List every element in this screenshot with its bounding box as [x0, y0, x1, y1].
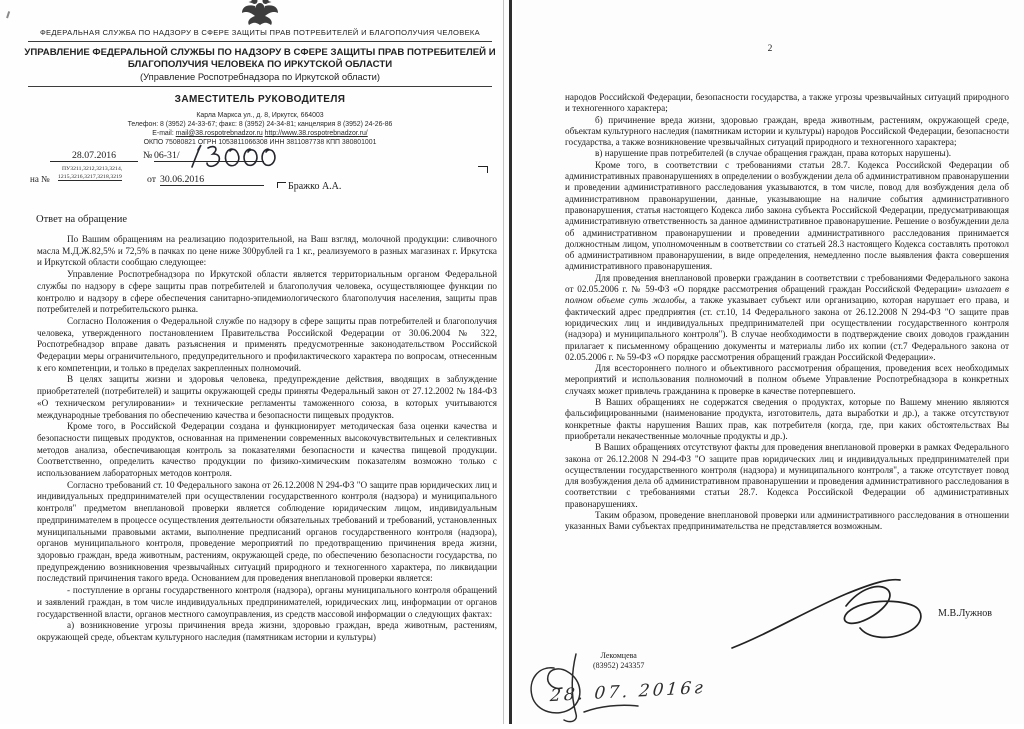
- divider: [28, 86, 492, 87]
- federal-service-name: ФЕДЕРАЛЬНАЯ СЛУЖБА ПО НАДЗОРУ В СФЕРЕ ЗАЩИТЫ ПРАВ ПОТРЕБИТЕЛЕЙ И БЛАГОПОЛУЧИЯ ЧЕЛОВЕКА: [39, 28, 481, 37]
- addressee-name: Бражко А.А.: [288, 181, 342, 192]
- paragraph: - поступление в органы государственного контроля (надзора), органы муниципального контроля обращений и заявлений граждан, в том числе индивидуальных предпринимателей, юридических лиц, информации от органов государственной власти, органов местного самоуправления, из средств массовой информации о следующих фактах:: [37, 585, 497, 619]
- page1-body: [37, 234, 497, 644]
- page-edge-line: [503, 0, 504, 724]
- handwritten-number: [186, 140, 278, 177]
- incoming-ref-line1: ПУ3211,3212,3213,3214,: [62, 166, 123, 172]
- paragraph: Кроме того, в Российской Федерации создана и функционирует методическая база оценки качества и безопасности пищевых продуктов, основанная на применении современных высокочувствительных и селективных методов анализа, обеспечивающая контроль за показателями безопасности и качества пищевой продукции. Соответственно, определить качество продукции по физико-химическим показателям возможно только с использованием лабораторных методов контроля.: [37, 421, 497, 479]
- postal-address: Карла Маркса ул., д. 8, Иркутск, 664003: [196, 112, 324, 119]
- email-line: [22, 129, 498, 138]
- paragraph: Согласно требований ст. 10 Федерального закона от 26.12.2008 N 294-ФЗ "О защите прав юридических лиц и индивидуальных предпринимателей при осуществлении государственного контроля (надзора) и муниципального контроля" предметом внеплановой проверки является соблюдение юридическим лицом, индивидуальным предпринимателем в процессе осуществления деятельности обязательных требований и требований, установленных муниципальными правовыми актами, выполнение предписаний органов государственного контроля (надзора), органов муниципального контроля, проведение мероприятий по предотвращению причинения вреда жизни, здоровью граждан, вреда животным, растениям, окружающей среде, по обеспечению безопасности государства, по предупреждению возникновения чрезвычайных ситуаций природного и техногенного характера, по ликвидации последствий причинения такого вреда. Основанием для проведения внеплановой проверки является:: [37, 479, 497, 584]
- divider: [28, 41, 492, 42]
- paragraph: По Вашим обращениям на реализацию подозрительной, на Ваш взгляд, молочной продукции: сливочного масла М.Д.Ж.82,5% и 72,5% в пачках по цене ниже 300рублей га 1 кг., реализуемого в разных магазинах г. Иркутска и Иркутской области сообщаю следующее:: [37, 234, 497, 268]
- website-url: http://www.38.rospotrebnadzor.ru/: [264, 130, 368, 137]
- page-number: 2: [767, 44, 773, 54]
- requisites-block: [0, 148, 510, 220]
- paragraph-with-italic: [565, 273, 1009, 363]
- paragraph: а) возникновение угрозы причинения вреда жизни, здоровью граждан, вреда животным, растениям, окружающей среде, объектам культурного наследия (памятникам истории и культуры): [37, 620, 497, 642]
- subject-line: Ответ на обращение: [36, 214, 127, 225]
- letterhead: [22, 0, 498, 147]
- from-label: от: [147, 174, 157, 185]
- email-address: mail@38.rospotrebnadzor.ru: [175, 130, 263, 137]
- paragraph: Для всестороннего полного и объективного рассмотрения обращения, проведения всех необходимых мероприятий и использования полномочий в полном объеме Управление Роспотребнадзора в конкретных случаях может привлечь гражданина к проверке в качестве потерпевшего.: [565, 363, 1009, 396]
- page-2: [516, 0, 1024, 724]
- paragraph: Таким образом, проведение внеплановой проверки или административного расследования в отношении указанных Вами субъектах предпринимательства не представляется возможным.: [565, 509, 1009, 532]
- incoming-ref-label: на №: [30, 174, 50, 184]
- registration-codes: ОКПО 75080821 ОГРН 1053811066308 ИНН 3811087738 КПП 380801001: [143, 139, 377, 146]
- department-short-name: (Управление Роспотребнадзора по Иркутской области): [139, 71, 381, 82]
- paragraph: В целях защиты жизни и здоровья человека, предупреждение действия, вводящих в заблуждение приобретателей (потребителей) и защиты окружающей среды приняты Федеральный закон от 27.12.2002 № 184-ФЗ «О техническом регулировании» и технические регламенты таможенного союза, в которых учитываются международные требования по обеспечению качества и безопасности пищевых продуктов.: [37, 374, 497, 420]
- page-1: [0, 0, 510, 724]
- addressee-corner-mark: [277, 182, 286, 188]
- paragraph: В Ваших обращениях не содержатся сведения о продуктах, которые по Вашему мнению являются фальсифицированными (наименование продукта, изготовитель, дата выработки и др.), а также отсутствуют конкретные факты нарушения Ваших прав, как потребителя (когда, где, при каких обстоятельствах Вы приобретали некачественные молочные продукты и др.).: [565, 397, 1009, 441]
- paragraph: народов Российской Федерации, безопасности государства, а также угрозы чрезвычайных ситуаций природного и техногенного характера;: [565, 92, 1009, 114]
- paragraph: В Ваших обращениях отсутствуют факты для проведения внеплановой проверки в рамках Федерального закона от 26.12.2008 N 294-ФЗ "О защите прав юридических лиц и индивидуальных предпринимателей при осуществлении государственного контроля (надзора) и муниципального контроля", а также отсутствует повод для возбуждения дела об административном правонарушении и проведения административного расследования в соответствии с требованиями статьи 28.7. Кодекса Российской Федерации об административных правонарушениях.: [565, 442, 1009, 509]
- outgoing-number: 06-31/: [154, 150, 264, 162]
- number-label: №: [143, 150, 153, 161]
- signature-flourish: [728, 576, 943, 659]
- paragraph-group-bottom: [565, 363, 1009, 532]
- right-corner-mark: [478, 166, 488, 173]
- paragraph-text: Для проведения внеплановой проверки гражданин в соответствии с требованиями Федерального закона от 02.05.2006 г. № 59-ФЗ «О порядке рассмотрения обращений граждан Российской Федерации»: [565, 272, 1009, 295]
- scan-artifact: [6, 11, 15, 20]
- position-title: ЗАМЕСТИТЕЛЬ РУКОВОДИТЕЛЯ: [174, 94, 346, 105]
- page2-body: [565, 92, 1009, 533]
- executor-name: Лекомцева: [600, 651, 637, 660]
- department-name: УПРАВЛЕНИЕ ФЕДЕРАЛЬНОЙ СЛУЖБЫ ПО НАДЗОРУ В СФЕРЕ ЗАЩИТЫ ПРАВ ПОТРЕБИТЕЛЕЙ И БЛАГОПОЛУЧИЯ ЧЕЛОВЕКА ПО ИРКУТСКОЙ ОБЛАСТИ: [24, 47, 496, 70]
- paragraph-text: а также указывает субъект или организацию, которая нарушает его права, и фактический адрес предприятия (ст. ст.10, 14 Федерального закона от 26.12.2008 N 294-ФЗ "О защите прав юридических лиц и индивидуальных предпринимателей при осуществлении государственного контроля (надзора) и муниципального контроля"). В случае необходимости в подтверждение своих доводов гражданин прилагает к письменному обращению документы и материалы либо их копии (ст.7 Федерального закона от 02.05.2006 г. № 59-ФЗ «О порядке рассмотрения обращений граждан Российской Федерации».: [565, 295, 1009, 362]
- italic-quote: излагает в полном объеме суть жалобы,: [565, 284, 1010, 306]
- phone-line: Телефон: 8 (3952) 24-33-67; факс: 8 (3952) 24-34-81; канцелярия 8 (3952) 24-26-86: [127, 121, 393, 128]
- signer-name: М.В.Лужнов: [938, 608, 992, 619]
- paragraph: Кроме того, в соответствии с требованиями статьи 28.7. Кодекса Российской Федерации об административных правонарушениях в определении о возбуждении дела об административном правонарушении и проведении административного расследования указываются, в том числе, повод для возбуждения дела об административном правонарушении, данные, указывающие на наличие события административного правонарушения, статья настоящего Кодекса либо закона субъекта Российской Федерации, предусматривающая административную ответственность за данное административное правонарушение. Решение о возбуждении дела об административном правонарушении и проведении административного расследования принимается должностным лицом, уполномоченным в соответствии со статьей 28.3 настоящего Кодекса составлять протокол об административном правонарушении, в виде определения, немедленно после выявления факта совершения административного правонарушения.: [565, 159, 1009, 272]
- executor-phone: (83952) 243357: [593, 661, 645, 670]
- outgoing-date: 28.07.2016: [50, 150, 138, 162]
- incoming-ref-line2: 1215,3216,3217,3218,3219: [58, 174, 122, 180]
- paragraph: Согласно Положения о Федеральной службе по надзору в сфере защиты прав потребителей и благополучия человека, утвержденного постановлением Правительства Российской Федерации от 30.06.2004 № 322, Роспотребнадзор вправе давать разъяснения и применять предусмотренные законодательством Российской Федерации меры ограничительного, предупредительного и профилактического характера по вопросам, отнесенным к его компетенции, и только в пределах закрепленных полномочий.: [37, 315, 497, 373]
- email-label: E-mail:: [152, 130, 174, 137]
- handwritten-date: 28. 07. 2016г: [549, 677, 707, 707]
- coat-of-arms-icon: [22, 0, 498, 26]
- incoming-date: 30.06.2016: [160, 174, 264, 186]
- paragraph-group-top: [565, 92, 1009, 273]
- paragraph: Управление Роспотребнадзора по Иркутской области является территориальным органом Федеральной службы по надзору в сфере защиты прав потребителей и благополучия человека, осуществляющее функции по контролю и надзору в сфере обеспечения санитарно-эпидемиологического благополучия населения, защиты прав потребителей и потребительского рынка.: [37, 269, 497, 315]
- spine-line: [509, 0, 512, 724]
- paragraph: в) нарушение прав потребителей (в случае обращения граждан, права которых нарушены).: [595, 148, 952, 159]
- paragraph: б) причинение вреда жизни, здоровью граждан, вреда животным, растениям, окружающей среде, объектам культурного наследия (памятникам истории и культуры) народов Российской Федерации, безопасности государства, а также возникновение чрезвычайных ситуаций природного и техногенного характера;: [565, 114, 1009, 148]
